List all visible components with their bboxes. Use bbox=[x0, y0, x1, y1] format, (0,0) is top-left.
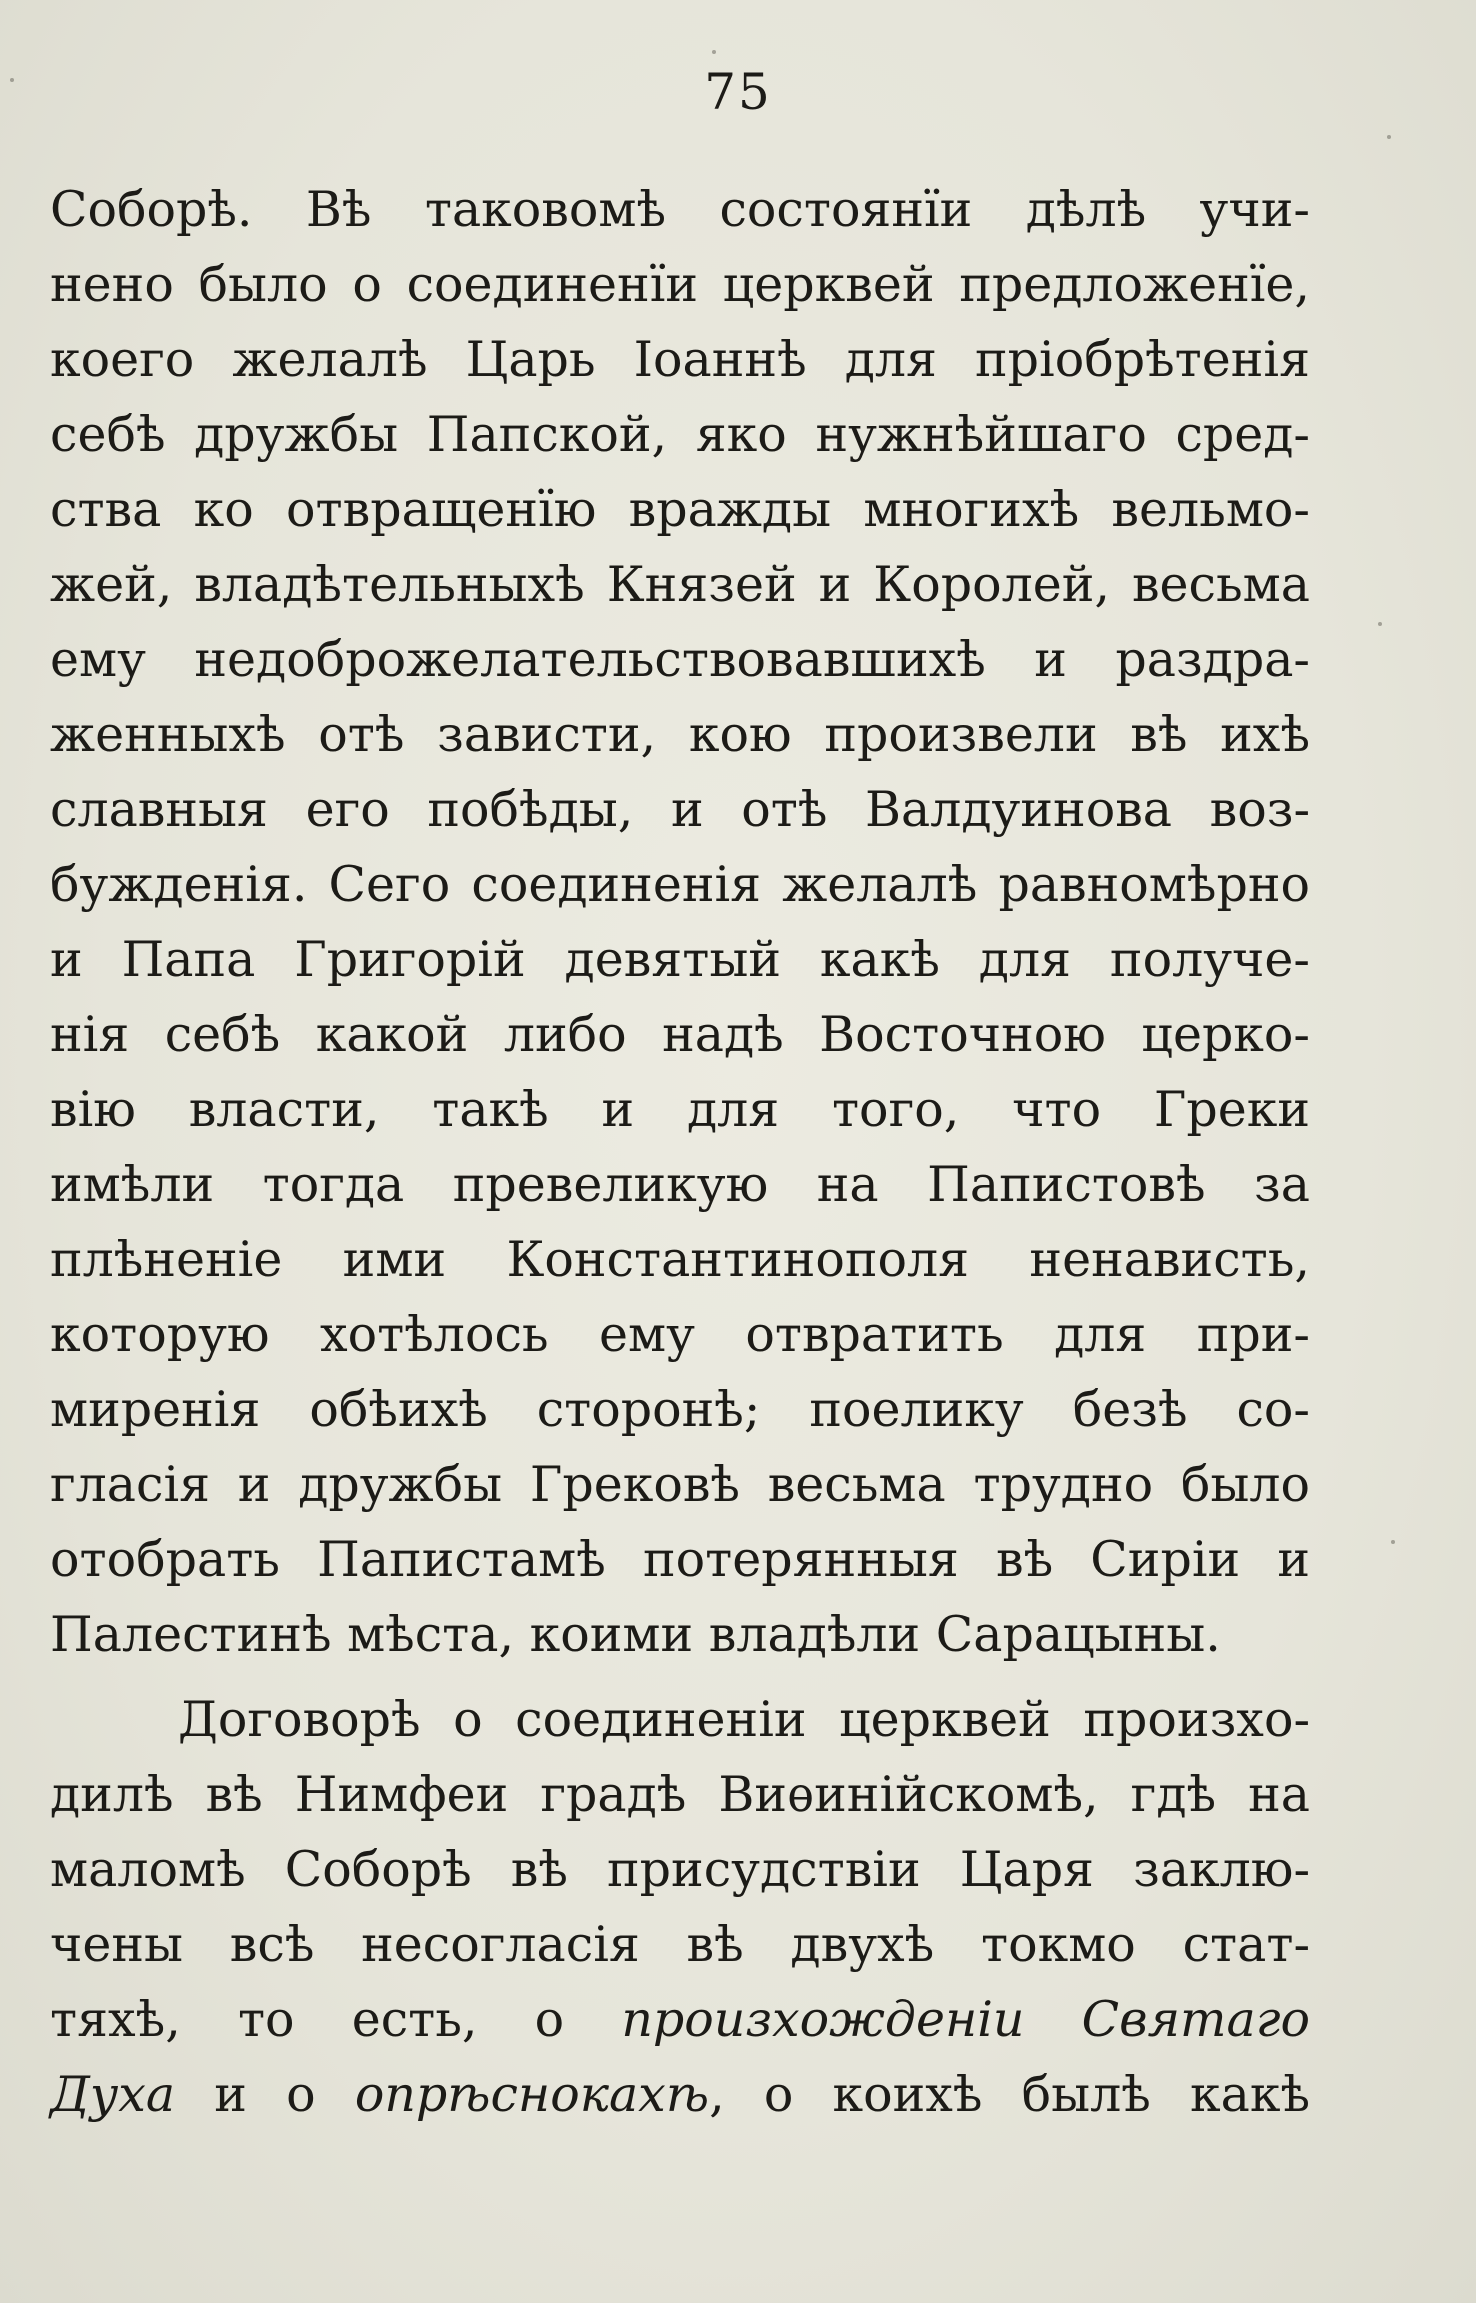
text-line: маломѣ Соборѣ вѣ присудствiи Царя заклю- bbox=[50, 1841, 1310, 1898]
text-segment: тяхѣ, то есть, о bbox=[50, 1991, 565, 2048]
text-line: бужденiя. Сего соединенiя желалѣ равномѣрно bbox=[50, 856, 1310, 913]
text-line: славныя его побѣды, и отѣ Валдуинова воз- bbox=[50, 781, 1310, 838]
text-segment: , о коихѣ былѣ какѣ bbox=[709, 2066, 1310, 2123]
text-line: и Папа Григорiй девятый какѣ для получе- bbox=[50, 931, 1310, 988]
text-line: миренiя обѣихѣ сторонѣ; поелику безѣ со- bbox=[50, 1381, 1310, 1438]
text-line: нено было о соединенїи церквей предложенїе, bbox=[50, 256, 1310, 313]
text-line: гласiя и дружбы Грековѣ весьма трудно было bbox=[50, 1456, 1310, 1513]
paragraph-start-line: Договорѣ о соединенiи церквей произхо- bbox=[178, 1691, 1310, 1748]
text-line: себѣ дружбы Папской, яко нужнѣйшаго сред- bbox=[50, 406, 1310, 463]
paper-speck bbox=[712, 50, 716, 54]
text-line: которую хотѣлось ему отвратить для при- bbox=[50, 1306, 1310, 1363]
text-line: имѣли тогда превеликую на Папистовѣ за bbox=[50, 1156, 1310, 1213]
text-line: дилѣ вѣ Нимфеи градѣ Виѳинiйскомѣ, гдѣ на bbox=[50, 1766, 1310, 1823]
text-line: чены всѣ несогласiя вѣ двухѣ токмо стат- bbox=[50, 1916, 1310, 1973]
text-line: коего желалѣ Царь Іоаннѣ для прiобрѣтенiя bbox=[50, 331, 1310, 388]
text-line: отобрать Папистамѣ потерянныя вѣ Сирiи и bbox=[50, 1531, 1310, 1588]
text-line: женныхѣ отѣ зависти, кою произвели вѣ ихѣ bbox=[50, 706, 1310, 763]
text-line bbox=[50, 2065, 1310, 2125]
text-line: ему недоброжелательствовавшихѣ и раздра- bbox=[50, 631, 1310, 688]
text-segment: и о bbox=[214, 2066, 316, 2123]
italic-term: Духа bbox=[50, 2066, 176, 2123]
italic-term: произхожденiи Святаго bbox=[621, 1991, 1311, 2048]
text-line: нiя себѣ какой либо надѣ Восточною церко- bbox=[50, 1006, 1310, 1063]
paragraph-end-line: Палестинѣ мѣста, коими владѣли Сарацыны. bbox=[50, 1606, 1221, 1663]
text-line: вiю власти, такѣ и для того, что Греки bbox=[50, 1081, 1310, 1138]
page-number: 75 bbox=[704, 63, 772, 121]
text-line: плѣненiе ими Константинополя ненависть, bbox=[50, 1231, 1310, 1288]
text-line: Соборѣ. Вѣ таковомѣ состоянїи дѣлѣ учи- bbox=[50, 181, 1310, 238]
text-line: жей, владѣтельныхѣ Князей и Королей, весьма bbox=[50, 556, 1310, 613]
italic-term: опрѣснокахѣ bbox=[354, 2066, 710, 2123]
paper-speck bbox=[1391, 1540, 1395, 1544]
text-line: ства ко отвращенїю вражды многихѣ вельмо- bbox=[50, 481, 1310, 538]
text-line bbox=[50, 1990, 1310, 2050]
paper-speck bbox=[1378, 622, 1382, 626]
paper-speck bbox=[1387, 135, 1391, 139]
